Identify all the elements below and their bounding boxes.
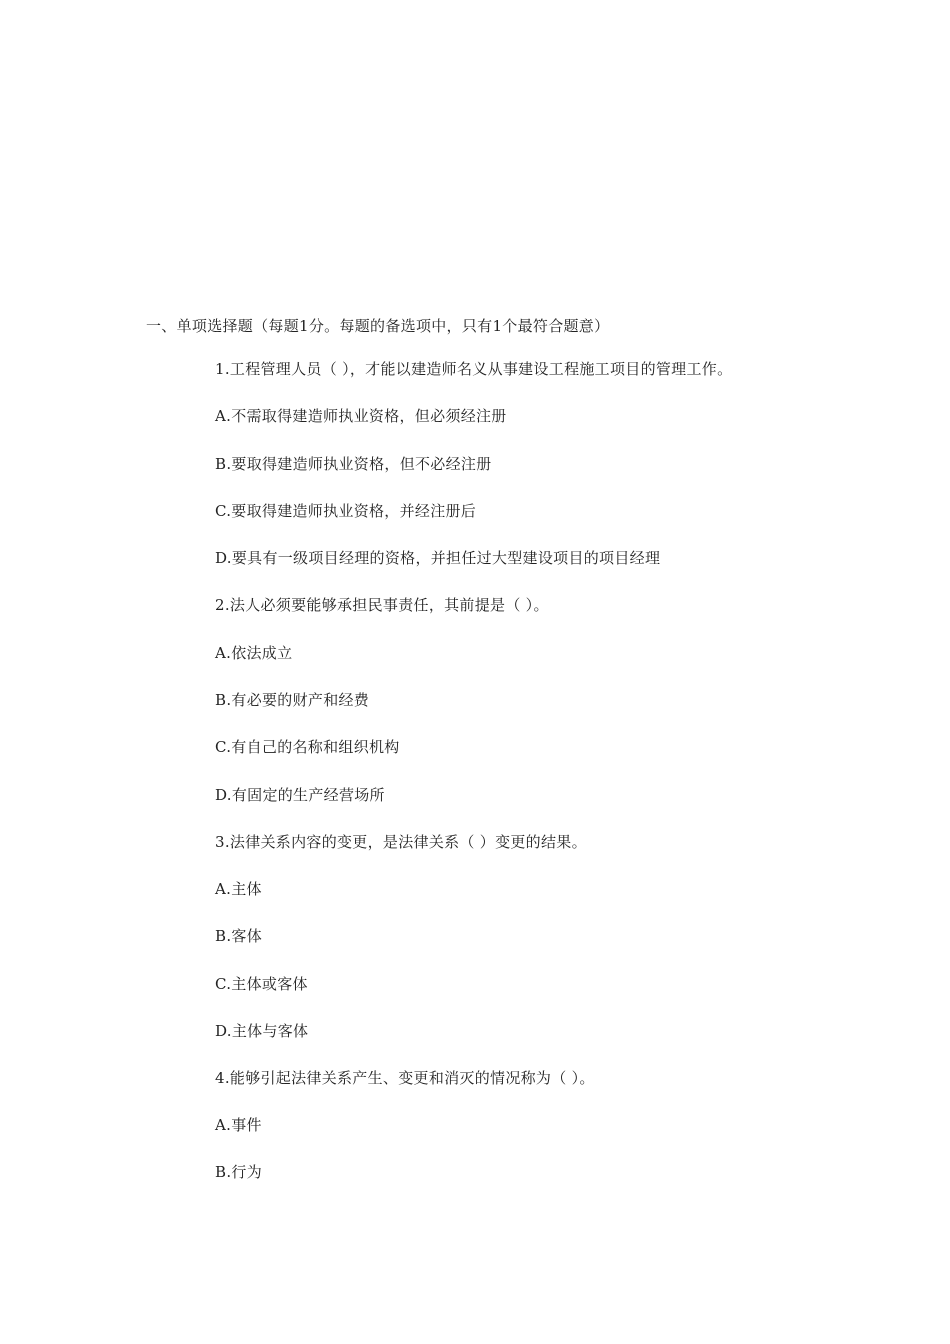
question-2-option-b: B.有必要的财产和经费 bbox=[215, 691, 370, 709]
question-2-option-a: A.依法成立 bbox=[215, 644, 293, 662]
question-2-stem: 2.法人必须要能够承担民事责任，其前提是（ ）。 bbox=[215, 596, 549, 614]
question-4-option-a: A.事件 bbox=[215, 1116, 262, 1134]
question-2-option-d: D.有固定的生产经营场所 bbox=[215, 786, 385, 804]
question-3-option-d: D.主体与客体 bbox=[215, 1022, 309, 1040]
question-3-option-c: C.主体或客体 bbox=[215, 975, 308, 993]
question-3-option-b: B.客体 bbox=[215, 927, 262, 945]
question-1-option-c: C.要取得建造师执业资格，并经注册后 bbox=[215, 502, 477, 520]
question-1-option-a: A.不需取得建造师执业资格，但必须经注册 bbox=[215, 407, 507, 425]
question-1-stem: 1.工程管理人员（ ），才能以建造师名义从事建设工程施工项目的管理工作。 bbox=[215, 360, 733, 378]
question-2-option-c: C.有自己的名称和组织机构 bbox=[215, 738, 400, 756]
question-4-stem: 4.能够引起法律关系产生、变更和消灭的情况称为（ ）。 bbox=[215, 1069, 595, 1087]
question-4-option-b: B.行为 bbox=[215, 1163, 262, 1181]
question-1-option-b: B.要取得建造师执业资格，但不必经注册 bbox=[215, 455, 492, 473]
section-heading: 一、单项选择题（每题1分。每题的备选项中，只有1个最符合题意） bbox=[146, 317, 610, 335]
question-3-stem: 3.法律关系内容的变更，是法律关系（ ）变更的结果。 bbox=[215, 833, 587, 851]
question-3-option-a: A.主体 bbox=[215, 880, 262, 898]
question-1-option-d: D.要具有一级项目经理的资格，并担任过大型建设项目的项目经理 bbox=[215, 549, 661, 567]
